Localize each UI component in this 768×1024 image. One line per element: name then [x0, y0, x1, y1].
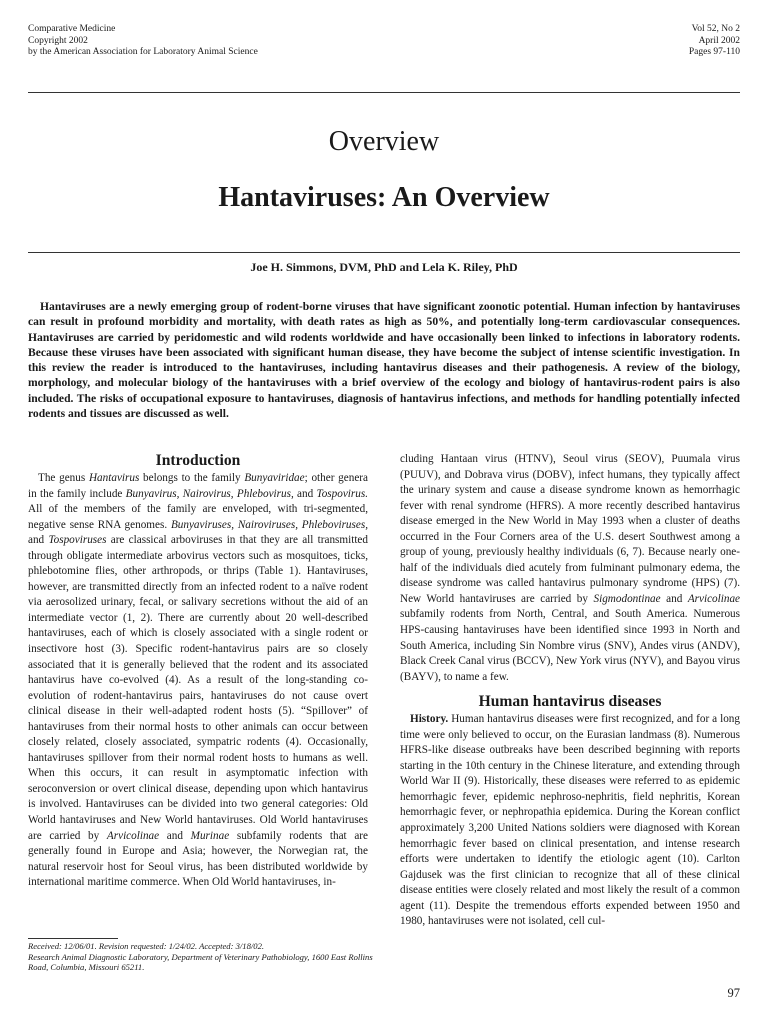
page-number: 97 [727, 986, 740, 1000]
genus-name: Hantavirus [88, 472, 140, 484]
date-line: April 2002 [698, 35, 740, 46]
affiliation: Research Animal Diagnostic Laboratory, Department of Veterinary Pathobiology, 1600 East Rollins Road, Columbia, Missouri 65211. [28, 951, 373, 973]
journal-name: Comparative Medicine [28, 24, 116, 34]
text-run: subfamily rodents that are generally found in Europe and Asia; however, the Norwegian rat, the natural reservoir host for Seoul virus, has been distributed worldwide by international maritime commerce. When Old World hantaviruses, in- [28, 829, 368, 889]
abstract: Hantaviruses are a newly emerging group of rodent-borne viruses that have significant zoonotic potential. Human infection by hantaviruses can result in profound morbidity and mortality, with death rates as high as 50%, and potentially long-term cardiovascular consequences. Hantaviruses are carried by peridomestic and wild rodents worldwide and have occasionally been linked to infections in laboratory rodents. Because these viruses have been associated with significant human disease, they have become the subject of intense scientific investigation. In this review the reader is introduced to the hantaviruses, including hantavirus diseases and their pathogenesis. A review of the biology, morphology, and molecular biology of the hantaviruses with a brief overview of the ecology and biology of hantavirus-rodent pairs is also included. The risks of occupational exposure to hantaviruses, diagnosis of hantavirus infections, and methods for handling potentially infected rodents and tissues are discussed as well. [28, 300, 740, 420]
pages-line: Pages 97-110 [688, 47, 740, 57]
text-run: and [28, 534, 49, 547]
subfamily-name: Arvicolinae [687, 592, 741, 605]
text-run: and [293, 487, 317, 500]
text-run: subfamily rodents from North, Central, and South America. Numerous HPS-causing hantaviruses have been identified since 1993 in North and South America, including Sin Nombre virus (SNV), Andes virus (ANDV), Black Creek Canal virus (BCCV), New York virus (NYV), and Bayou virus (BAYV), to name a few. [400, 608, 740, 683]
top-rule [28, 92, 740, 93]
text-run: cluding Hantaan virus (HTNV), Seoul virus (SEOV), Puumala virus (PUUV), and Dobrava virus (DOBV), infect humans, they typically affect the urinary system and cause a disease syndrome known as hemorrhagic fever with renal syndrome (HFRS). A more recently described hantavirus disease emerged in the New World in May 1993 when a cluster of deaths occurred in the Four Corners area of the U.S. desert Southwest among a group of young, previously healthy individuals (6, 7). Because nearly one-half of the individuals died acutely from fulminant pulmonary edema, the disease syndrome was called hantavirus pulmonary syndrome (HPS) (7). New World hantaviruses are carried by [400, 453, 740, 605]
genus-name: Tospoviruses [48, 534, 107, 547]
publisher-line: by the American Association for Laboratory Animal Science [28, 47, 258, 57]
volume-line: Vol 52, No 2 [691, 24, 740, 34]
intro-paragraph [28, 471, 368, 891]
human-diseases-heading: Human hantavirus diseases [478, 693, 662, 711]
copyright-line: Copyright 2002 [28, 35, 88, 46]
received-dates: Received: 12/06/01. Revision requested: 1/24/02. Accepted: 3/18/02. [28, 941, 265, 951]
genus-list: Bunyaviruses, Nairoviruses, Phleboviruses, [170, 518, 368, 531]
text-run: belongs to the family [139, 472, 245, 484]
text-run: are classical arboviruses in that they are all transmitted through obligate intermediate arbovirus vectors such as mosquitoes, ticks, phlebotomine flies, other arthropods, or thrips (Table 1). Hantaviruses, however, are transmitted directly from an infected rodent to a naïve rodent via aerosolized urinary, fecal, or salivary secretions without the aid of an intermediate vector (1, 2). There are currently about 20 well-described hantaviruses, each of which is closely associated with a single rodent or insectivore host (3). Specific rodent-hantavirus pairs are so closely associated that it is generally believed that the rodent and its associated hantavirus have co-evolved (4). As a result of the long-standing co-evolution of rodent-hantavirus pairs, hantaviruses do not cause overt clinical disease in their well-adapted rodent hosts (5). “Spillover” of hantaviruses from their normal hosts to other animals can occur between closely related, closely associated, sympatric rodents (4). Occasionally, hantaviruses spillover from their normal rodent hosts to humans as well. When this occurs, it can result in asymptomatic infection with seroconversion or overt clinical disease, depending upon which hantavirus is involved. Hantaviruses can be divided into two general categories: Old World hantaviruses and New World hantaviruses. Old World hantaviruses are carried by [28, 534, 368, 842]
footnote-rule [28, 938, 118, 939]
subfamily-name: Arvicolinae [106, 829, 160, 842]
text-run: The genus [38, 472, 89, 484]
text-run: Human hantavirus diseases were first recognized, and for a long time were only believed to occur, on the Eurasian landmass (8). Numerous HFRS-like disease outbreaks have been described beginning with reports starting in the 10th century in the Chinese literature, and extending through World War II (9). Historically, these diseases were referred to as epidemic hemorrhagic fever, epidemic nephroso-nephritis, field nephritis, Korean hemorrhagic fever, or nephropathia epidemica. During the Korean conflict approximately 3,200 United Nations soldiers were diagnosed with Korean hemorrhagic fever based on clinical presentation, and intense research efforts were undertaken to identify the etiologic agent (10). Carlton Gajdusek was the first clinician to recognize that all of these clinical disease entities were closely related and most likely the result of a common agent (11). Despite the tremendous efforts expended between 1950 and 1980, hantaviruses were not isolated, cell cul- [400, 713, 740, 928]
text-run: ; other genera in the family include [28, 472, 368, 500]
subfamily-name: Murinae [190, 829, 230, 842]
intro-paragraph-continued [400, 452, 740, 685]
author-line: Joe H. Simmons, DVM, PhD and Lela K. Riley, PhD [250, 260, 518, 274]
subfamily-name: Sigmodontinae [593, 592, 661, 605]
article-title: Hantaviruses: An Overview [218, 182, 550, 213]
right-column [400, 452, 740, 930]
history-paragraph [400, 712, 740, 930]
journal-header-left [28, 24, 258, 59]
text-run: All of the members of the family are enveloped, with tri-segmented, negative sense RNA genomes. [28, 503, 368, 531]
family-name: Bunyaviridae [244, 472, 305, 484]
title-rule [28, 252, 740, 253]
left-column [28, 452, 368, 891]
text-run: and [660, 592, 688, 605]
journal-header-right [689, 24, 740, 59]
footnote [28, 941, 373, 973]
section-label: Overview [328, 126, 440, 157]
introduction-heading: Introduction [155, 452, 241, 469]
genus-name: Tospovirus. [316, 487, 369, 500]
genus-list: Bunyavirus, Nairovirus, Phlebovirus, [125, 487, 294, 500]
runin-heading: History. [410, 713, 449, 726]
text-run: and [159, 829, 191, 842]
